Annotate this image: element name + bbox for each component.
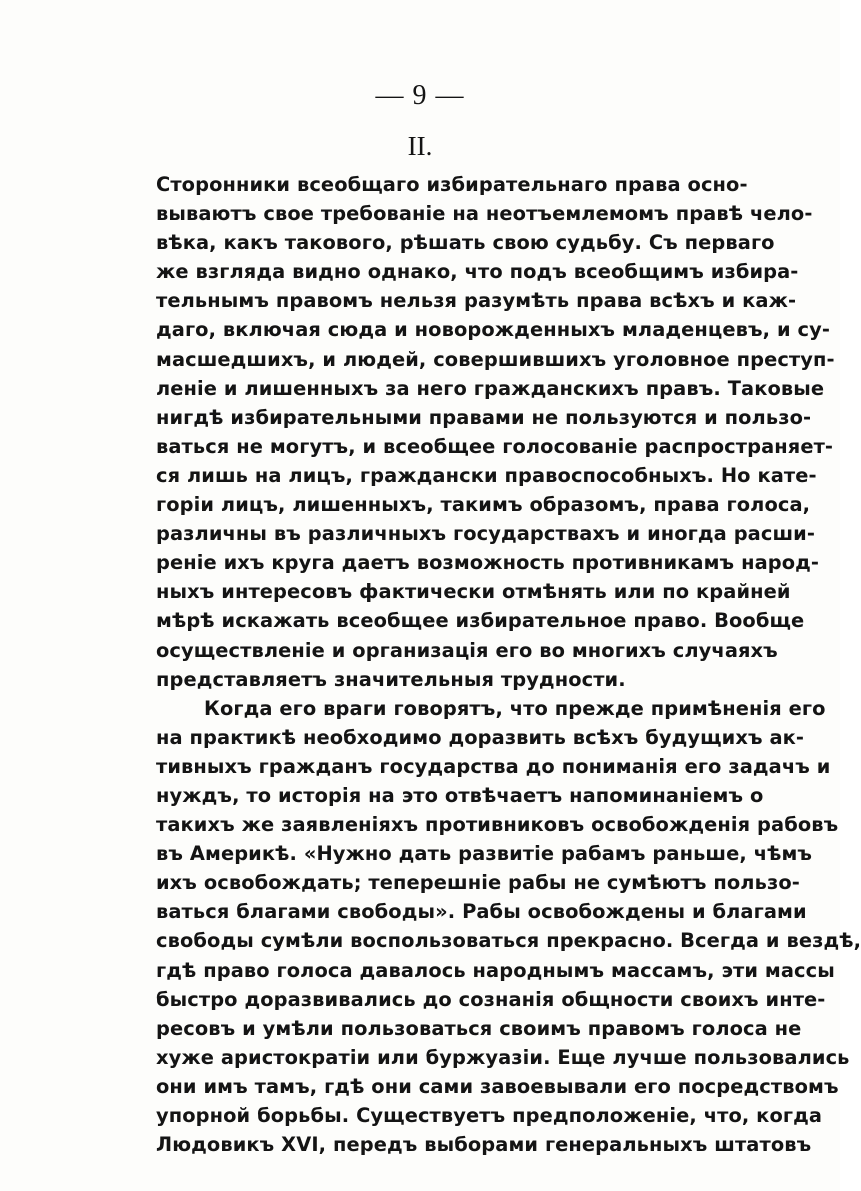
paragraph-2	[156, 694, 861, 1160]
text-line: реніе ихъ круга даетъ возможность противникамъ народ-	[156, 551, 820, 575]
text-line: тивныхъ гражданъ государства до пониманія его задачъ и	[156, 754, 831, 778]
text-line: такихъ же заявленіяхъ противниковъ освобожденія рабовъ	[156, 813, 839, 837]
text-line: различны въ различныхъ государствахъ и иногда расши-	[156, 522, 815, 546]
text-line: же взгляда видно однако, что подъ всеобщимъ избира-	[156, 260, 799, 284]
text-line: горіи лицъ, лишенныхъ, такимъ образомъ, права голоса,	[156, 493, 811, 517]
text-line: мѣрѣ искажать всеобщее избирательное право. Вообще	[156, 609, 805, 633]
text-line: ваться не могутъ, и всеобщее голосованіе распространяет-	[156, 434, 834, 458]
text-line: Когда его враги говорятъ, что прежде примѣненія его	[204, 696, 826, 720]
text-line: представляетъ значительныя трудности.	[156, 667, 626, 691]
text-line: на практикѣ необходимо доразвить всѣхъ будущихъ ак-	[156, 725, 805, 749]
text-line: леніе и лишенныхъ за него гражданскихъ правъ. Таковые	[156, 376, 825, 400]
text-line: даго, включая сюда и новорожденныхъ младенцевъ, и су-	[156, 318, 831, 342]
text-line: вѣка, какъ такового, рѣшать свою судьбу. Съ перваго	[156, 231, 775, 255]
text-line: упорной борьбы. Существуетъ предположеніе, что, когда	[156, 1104, 823, 1127]
text-line: гдѣ право голоса давалось народнымъ массамъ, эти массы	[156, 958, 835, 982]
text-line: вываютъ свое требованіе на неотъемлемомъ правѣ чело-	[156, 202, 813, 226]
text-line: Людовикъ XVI, передъ выборами генеральныхъ штатовъ	[156, 1133, 812, 1157]
text-line: ихъ освобождать; теперешніе рабы не сумѣютъ пользо-	[156, 871, 800, 895]
text-line: быстро доразвивались до сознанія общности своихъ инте-	[156, 987, 826, 1011]
text-line: масшедшихъ, и людей, совершившихъ уголовное преступ-	[156, 347, 835, 371]
text-line: нигдѣ избирательными правами не пользуются и пользо-	[156, 405, 812, 429]
body-text	[156, 170, 861, 1159]
text-line: тельнымъ правомъ нельзя разумѣть права всѣхъ и каж-	[156, 289, 797, 313]
text-line: ся лишь на лицъ, граждански правоспособныхъ. Но кате-	[156, 463, 817, 487]
text-line: въ Америкѣ. «Нужно дать развитіе рабамъ раньше, чѣмъ	[156, 842, 813, 866]
page-number: — 9 —	[375, 80, 465, 111]
text-line: осуществленіе и организація его во многихъ случаяхъ	[156, 638, 778, 662]
text-line: они имъ тамъ, гдѣ они сами завоевывали его посредствомъ	[156, 1074, 839, 1098]
section-heading: II.	[407, 131, 433, 161]
paragraph-1	[156, 170, 835, 694]
text-line: свободы сумѣли воспользоваться прекрасно. Всегда и вездѣ,	[156, 929, 861, 953]
text-line: хуже аристократіи или буржуазіи. Еще лучше пользовались	[156, 1045, 850, 1069]
text-line: ныхъ интересовъ фактически отмѣнять или по крайней	[156, 580, 791, 604]
text-line: Сторонники всеобщаго избирательнаго права осно-	[156, 173, 748, 196]
text-line: нуждъ, то исторія на это отвѣчаетъ напоминаніемъ о	[156, 783, 764, 807]
text-line: ваться благами свободы». Рабы освобождены и благами	[156, 900, 807, 924]
text-line: ресовъ и умѣли пользоваться своимъ правомъ голоса не	[156, 1016, 802, 1040]
